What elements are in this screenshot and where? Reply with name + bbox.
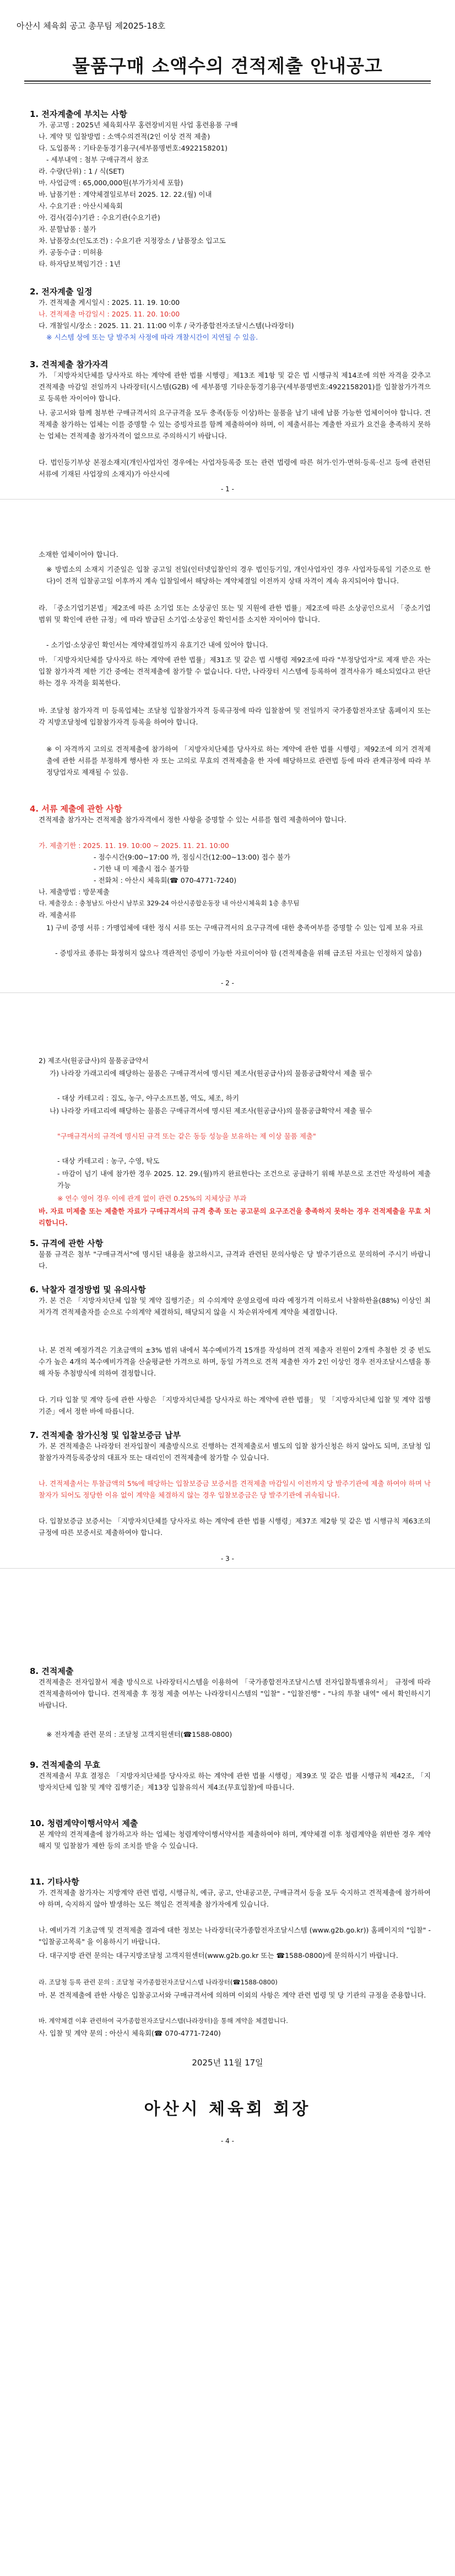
s10-paragraph: 본 계약의 견적제출에 참가하고자 하는 업체는 청렴계약이행서약서를 제출하여야 하며, 계약체결 이후 청렴계약을 위반한 경우 계약해지 및 입찰참가 제한 등의 조치를 받을 수 있습니다. [39,1830,431,1850]
s1-item: 마. 사업금액 : 65,000,000원(부가가치세 포함) [39,179,183,187]
s3-note: ※ 이 자격까지 고의로 견적제출에 참가하여 「지방자치단체를 당사자로 하는 계약에 관한 법률 시행령」제92조에 의거 견적제출에 관한 서류를 부정하게 행사한 자 또는 고의로 무효의 견적제출을 한 자에 해당하므로 관련법 등에 따라 관계규정에 따라 부정당업자로 제재될 수 있음. [46,745,431,776]
s4-sub-item: - 기한 내 미 제출시 접수 불가함 [94,865,189,873]
s2-schedule-item: 가. 견적제출 게시일시 : 2025. 11. 19. 10:00 [39,298,180,307]
s4-sub-item: 2) 제조사(원공급사)의 물품공급약서 [39,1056,149,1065]
s4-item: 나. 제출방법 : 방문제출 [39,888,110,896]
s1-item: 라. 수량(단위) : 1 / 식(SET) [39,167,124,175]
section-2-heading: 2. 전자계출 일정 [30,287,93,297]
s11-item: 라. 조달청 등록 관련 문의 : 조달청 국가종합전자조달시스템 나라장터(☎1588-0800) [39,1978,278,1986]
section-8-heading: 8. 견적제출 [30,1666,74,1676]
section-9-heading: 9. 견적제출의 무효 [30,1760,101,1770]
s3-continuation: 소재한 업체이어야 합니다. [39,550,118,559]
section-4-heading: 4. 서류 제출에 관한 사항 [30,804,122,814]
s3-paragraph: 가. 「지방자치단체를 당사자로 하는 계약에 관한 법률 시행령」제13조 제1항 및 같은 법 시행규칙 제14조에 의한 자격을 갖추고 견적제출 마감일 전일까지 나라장터(시스템(G2B) 에 세부품명 기타운동경기용구(세부품명번호:4922158201)를 입찰참가가격으로 등록한 자이어야 합니다. [39,371,431,402]
s9-paragraph: 견적제출서 무효 결정은 「지방자치단체를 당사자로 하는 계약에 관한 법률 시행령」제39조 및 같은 법률 시행규칙 제42조, 「지방자치단체 입찰 및 계약 집행기준」제13장 입찰유의서 제4조(무효입찰)에 따릅니다. [39,1772,431,1791]
s4-item: 다. 제출장소 : 충청남도 아산시 남부로 329-24 아산시종합운동장 내 아산시체육회 1층 총무팀 [39,899,300,907]
s2-schedule-item: 나. 견적제출 마감일시 : 2025. 11. 20. 10:00 [39,310,180,318]
s1-item: 아. 검사(검수)기관 : 수요기관(수요기관) [39,213,160,222]
s4-warning: ※ 연수 영어 경우 이에 관계 없이 관련 0.25%의 지체상금 부과 [57,1194,247,1203]
section-3-heading: 3. 견적제출 참가자격 [30,359,109,369]
page-title: 물품구매 소액수의 견적제출 안내공고 [72,55,383,77]
section-1-heading: 1. 전자계출에 부치는 사항 [30,109,127,119]
page-number: - 1 - [221,485,234,493]
s3-note: ※ 방법소의 소재지 기준일은 입찰 공고일 전일(인터넷입찰인의 경우 법인등기일, 개인사업자인 경우 사업자등록일 기준으로 한다)이 견적 입찰공고일 이후까지 계속 입찰일에서 해당하는 계약체결일 이전까지 상태 자격이 계속 유지되어야 합니다. [46,565,431,585]
s4-sub-item: 1) 구비 증명 서류 : 가맹업체에 대한 정식 서류 또는 구매규격서의 요구규격에 대한 충족여부를 증명할 수 있는 입제 보유 자료 [46,924,424,932]
page-number: - 4 - [221,2137,234,2145]
s6-paragraph: 나. 본 견적 예정가격은 기초금액의 ±3% 범위 내에서 복수예비가격 15개를 작성하며 견적 제출자 전원이 2개씩 추첨한 것 중 빈도수가 높은 4개의 복수예비가격을 산술평균한 가격으로 하며, 동일 가격으로 견적 제출한 자가 2인 이상인 경우 전자조달시스템을 통해 자동 추첨방식에 의하여 결정합니다. [39,1346,431,1377]
section-5-heading: 5. 규격에 관한 사항 [30,1238,104,1248]
s1-item: - 세부내역 : 첨부 구매규격서 참조 [46,155,149,164]
s3-paragraph: 라. 「중소기업기본법」제2조에 따른 소기업 또는 소상공인 또는 및 지원에 관한 법률」제2조에 따른 소상공인으로서 「중소기업 범위 및 확인에 관한 규정」에 따라 발급된 소기업·소상공인 확인서를 소지한 자이어야 합니다. [39,604,431,624]
s1-item: 카. 공동수급 : 미허용 [39,248,103,256]
s7-paragraph: 다. 입찰보증금 보증서는 「지방자치단체를 당사자로 하는 계약에 관한 법률 시행령」제37조 제2항 및 같은 법 시행규칙 제63조의 규정에 따른 보증서로 제출하여야 합니다. [39,1517,431,1537]
section-7-heading: 7. 견적제출 참가신청 및 입찰보증금 납부 [30,1430,181,1440]
s4-highlight: "구매규격서의 규격에 명시된 규격 또는 같은 동등 성능을 보유하는 제 이상 물품 제출" [57,1132,316,1140]
s8-note: ※ 전자계출 관련 문의 : 조달청 고객지원센터(☎1588-0800) [46,1730,232,1738]
s3-paragraph: 다. 법인등기부상 본점소재지(개인사업자인 경우에는 사업자등록증 또는 관련 법령에 따른 허가·인가·면허·등록·신고 등에 관련된 서류에 기재된 사업장의 소재지)가 아산시에 [39,458,431,478]
s1-item: 가. 공고명 : 2025년 체육회사무 홍련장비지원 사업 홍련용품 구매 [39,121,238,129]
s4-sub-item: - 증빙자료 종류는 화정허지 않으나 객관적인 증빙이 가능한 자료이어야 함 (견적제출을 위해 급조된 자료는 인정하지 않음) [55,949,422,957]
title-underline-thin [24,83,431,84]
page-separator [0,1568,455,1569]
s5-paragraph: 물품 규격은 첨부 "구매규격서"에 명시된 내용을 참고하시고, 규격과 관련된 문의사항은 당 발주기관으로 문의하여 주시기 바랍니다. [39,1250,431,1270]
issue-date: 2025년 11월 17일 [192,2058,263,2068]
s4-paragraph: 견적제출 참가자는 견적제출 참가자격에서 정한 사항을 증명할 수 있는 서류를 협력 제출하여야 합니다. [39,815,346,824]
s7-paragraph: 나. 견적제출서는 투찰금액의 5%에 해당하는 입찰보증금 보증서를 견적제출 마감일시 이전까지 당 발주기관에 제출 하여야 하며 낙찰자가 되어도 정당한 이유 없이 계약을 체결하지 않는 경우 입찰보증금은 당 발주기관에 귀속됩니다. [39,1479,431,1499]
s4-sub-item: - 대상 카테고리 : 집도, 농구, 야구소프트볼, 역도, 체조, 하키 [57,1094,240,1102]
s4-sub-item: - 점수시간(9:00~17:00 까, 점심시간(12:00~13:00) 접수 불가 [94,853,291,861]
s11-item: 다. 대구지방 관련 문의는 대구지방조달청 고객지원센터(www.g2b.go.kr 또는 ☎1588-0800)에 문의하시기 바랍니다. [39,1951,398,1960]
s11-item: 사. 입찰 및 계약 문의 : 아산시 체육회(☎ 070-4771-7240) [39,2029,221,2037]
s1-item: 자. 분할납품 : 불가 [39,225,96,233]
s11-item: 나. 예비가격 기초금액 및 견적제출 결과에 대한 정보는 나라장터(국가종합전자조달시스템 (www.g2b.go.kr)) 홈페이지의 "입찰" - "입찰공고목록" 을 이용하시기 바랍니다. [39,1926,431,1946]
s2-schedule-item: 다. 개찰일시/장소 : 2025. 11. 21. 11:00 이후 / 국가종합전자조달시스템(나라장터) [39,321,294,330]
page-number: - 3 - [221,1555,234,1563]
s6-paragraph: 가. 본 건은 「지방자치단체 입찰 및 계약 집행기준」의 수의계약 운영요령에 따라 예정가격 이하로서 낙찰하한율(88%) 이상인 최저가격 견적제출자를 순으로 수의계약 체결하되, 해당되지 않을 시 차순위자에게 계약을 체결합니다. [39,1296,431,1316]
s1-item: 다. 도입품목 : 기타운동경기용구(세부품명번호:4922158201) [39,144,228,152]
section-6-heading: 6. 낙찰자 결정방법 및 유의사항 [30,1285,146,1295]
s1-item: 나. 계약 및 입찰방법 : 소액수의견적(2인 이상 견적 제출) [39,132,210,141]
s7-paragraph: 가. 본 견적제출은 나라장터 전자입찰이 제출방식으로 진행하는 견적제출로서 별도의 입찰 참가신청은 하지 않아도 되며, 조달청 입찰참가자격등록증상의 대표자 또는 대리인이 견적제출에 참가할 수 있습니다. [39,1442,431,1462]
s1-item: 사. 수요기관 : 아산시체육회 [39,202,123,210]
section-11-heading: 11. 기타사항 [30,1877,79,1887]
s4-sub-item: - 마감이 넘기 내에 참가한 경우 2025. 12. 29.(월)까지 완료한다는 조건으로 공급하기 위해 부분으로 조건만 작성하여 제출 가능 [57,1169,431,1189]
s1-item: 타. 하자담보책임기간 : 1년 [39,260,121,268]
s11-item: 가. 견적제출 참가자는 지방계약 관련 법령, 시행규칙, 예규, 공고, 안내공고문, 구매규격서 등을 모두 숙지하고 견적제출에 참가하여야 하며, 숙지하지 않아 발생하는 모든 책임은 견적제출 참가자에게 있습니다. [39,1888,431,1908]
s11-item: 바. 계약체결 이후 관련하여 국가종합전자조달시스템(나라장터)을 통해 계약을 체결합니다. [39,2017,288,2025]
page-separator [0,992,455,993]
s3-paragraph: 마. 「지방자치단체를 당사자로 하는 계약에 관한 법률」제31조 및 같은 법 시행령 제92조에 따라 "부정당업자"로 제재 받은 자는 입찰 참가자격 제한 기간 중에는 견적제출에 참가할 수 없습니다. 다만, 나라장터 시스템에 등록하여 결격사유가 해소되었다고 판단하는 경우 자격을 회복한다. [39,656,431,687]
section-10-heading: 10. 청렴계약이행서약서 제출 [30,1818,138,1828]
s4-sub-item: - 대상 카테고리 : 농구, 수영, 탁도 [57,1157,160,1165]
s1-item: 차. 납품장소(인도조건) : 수요기관 지정장소 / 납품장소 입고도 [39,237,226,245]
s4-warning: 바. 자료 미제출 또는 제출한 자료가 구매규격서의 규격 충족 또는 공고문의 요구조건을 충족하지 못하는 경우 견적제출을 무효 처리합니다. [39,1207,431,1227]
s3-paragraph: 바. 조달청 참가자격 미 등록업체는 조달청 입찰참가자격 등록규정에 따라 입찰참여 및 전일까지 국가종합전자조달 홈페이지 또는 각 지방조달청에 입찰참가자격 등록을 하여야 합니다. [39,706,431,726]
s8-paragraph: 견적제출은 전자입찰서 제출 방식으로 나라장터시스템을 이용하여 「국가종합전자조달시스템 전자입찰특별유의서」 규정에 따라 견적제출하여야 합니다. 견적제출 후 정정 제출 여부는 나라장터시스템의 "입찰" - "입찰진행" - "나의 투찰 내역" 에서 확인하시기 바랍니다. [39,1678,431,1709]
s4-deadline: 가. 제출기한 : 2025. 11. 19. 10:00 ~ 2025. 11. 21. 10:00 [39,841,229,850]
title-underline [24,80,431,82]
s4-sub-item: 가) 나라장 가래고리에 해당하는 물품은 구매규격서에 명시된 제조사(원공급사)의 물품공급확약서 제출 필수 [50,1069,372,1077]
page-number: - 2 - [221,979,234,987]
s11-item: 마. 본 견적제출에 관한 사항은 입찰공고서와 구매규격서에 의하며 이외의 사항은 계약 관련 법령 및 당 기관의 규정을 준용합니다. [39,1991,426,1999]
s4-sub-item: 나) 나라장 카테고리에 해당하는 물품은 구매규격서에 명시된 제조사(원공급사)의 물품공급확약서 제출 필수 [50,1107,372,1115]
s6-paragraph: 다. 기타 입찰 및 계약 등에 관한 사항은 「지방자치단체를 당사자로 하는 계약에 관한 법률」 및 「지방자치단체 입찰 및 계약 집행기준」에서 정한 바에 따릅니다. [39,1396,431,1415]
document-number: 아산시 체육회 공고 총무팀 제2025-18호 [17,21,166,31]
s3-paragraph: 나. 공고서와 함께 첨부한 구매규격서의 요구규격을 모두 충족(동등 이상)하는 물품을 납기 내에 납품 가능한 업체이어야 합니다. 견적제출 참가하는 업체는 이를 증명할 수 있는 증빙자료를 함께 제출하여야 하며, 이 제출서류는 계출한 자료가 요건을 충족하지 못하는 업체는 견적제출 참가자격이 없으므로 주의하시기 바랍니다. [39,409,431,440]
issuer-signature: 아산시 체육회 회장 [144,2100,311,2119]
page-separator [0,499,455,500]
s1-item: 바. 납품기한 : 계약체결일로부터 2025. 12. 22.(월) 이내 [39,190,212,198]
s4-item: 라. 제출서류 [39,911,77,919]
s2-note: ※ 시스템 상에 또는 당 발주처 사정에 따라 개찰시간이 지연될 수 있음. [46,333,258,341]
s4-sub-item: - 전화처 : 아산시 체육회(☎ 070-4771-7240) [94,876,237,884]
s3-sub-item: - 소기업·소상공인 확인서는 계약체결일까지 유효기간 내에 있어야 합니다. [46,641,268,649]
